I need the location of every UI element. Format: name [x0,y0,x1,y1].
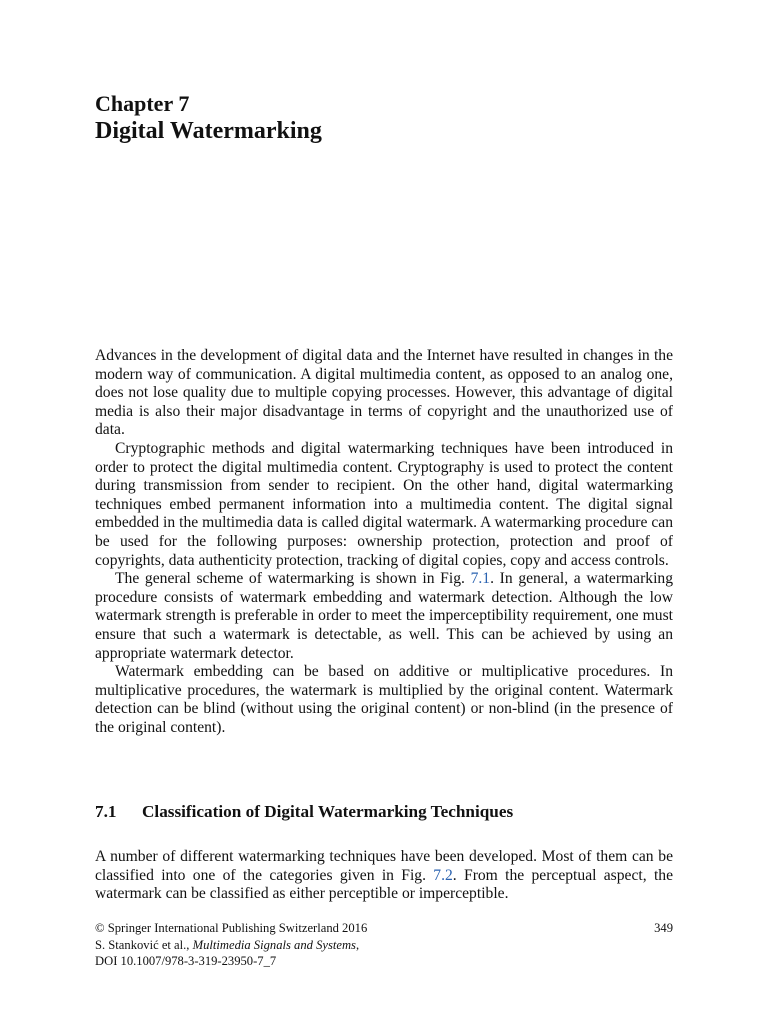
paragraph-text: A number of different watermarking techniques have been developed. Most of them can be classified into one of the categories given in Fig. [95,848,673,884]
book-title-suffix: , [355,937,360,952]
section-body [95,848,673,904]
section-title: Classification of Digital Watermarking Techniques [142,802,514,821]
citation-line [95,937,673,954]
section-paragraph [95,848,673,904]
paragraph [95,570,673,663]
authors: S. Stanković et al., [95,937,193,952]
chapter-intro [95,347,673,737]
paragraph [95,347,673,440]
book-title: Multimedia Signals and Systems [192,937,356,952]
doi: DOI 10.1007/978-3-319-23950-7_7 [95,954,277,968]
section-number: 7.1 [95,802,117,821]
paragraph [95,440,673,570]
copyright-notice: © Springer International Publishing Switzerland 2016 [95,921,368,935]
page-footer [95,920,673,970]
paragraph-text: Cryptographic methods and digital watermarking techniques have been introduced in order to protect the digital multimedia content. Cryptography is used to protect the content during transmission from sender to recipient. On the other hand, digital watermarking techniques embed permanent information into a multimedia content. The digital signal embedded in the multimedia data is called digital watermark. A watermarking procedure can be used for the following purposes: ownership protection, protection and proof of copyrights, data authenticity protection, tracking of digital copies, copy and access controls. [95,439,673,569]
chapter-label: Chapter 7 [95,91,190,116]
paragraph-text: Advances in the development of digital data and the Internet have resulted in changes in the modern way of communication. A digital multimedia content, as opposed to an analog one, does not lose quality due to multiple copying processes. However, this advantage of digital media is also their major disadvantage in terms of copyright and the unauthorized use of data. [95,347,673,439]
paragraph-text: . In general, a watermarking procedure consists of watermark embedding and watermark detection. Although the low watermark strength is preferable in order to meet the imperceptibility requirement, one must ensure that such a watermark is detectable, as well. This can be achieved by using an appropriate watermark detector. [95,570,673,662]
page-number: 349 [654,921,673,935]
figure-reference-link[interactable]: 7.2 [433,866,453,884]
section-heading [95,801,513,823]
paragraph-text: Watermark embedding can be based on additive or multiplicative procedures. In multiplicative procedures, the watermark is multiplied by the original content. Watermark detection can be blind (without using the original content) or non-blind (in the presence of the original content). [95,663,673,736]
paragraph [95,663,673,737]
paragraph-text: . From the perceptual aspect, the watermark can be classified as either perceptible or imperceptible. [95,866,673,903]
paragraph-text: The general scheme of watermarking is shown in Fig. [115,570,471,588]
chapter-title: Digital Watermarking [95,118,322,144]
figure-reference-link[interactable]: 7.1 [470,570,491,588]
